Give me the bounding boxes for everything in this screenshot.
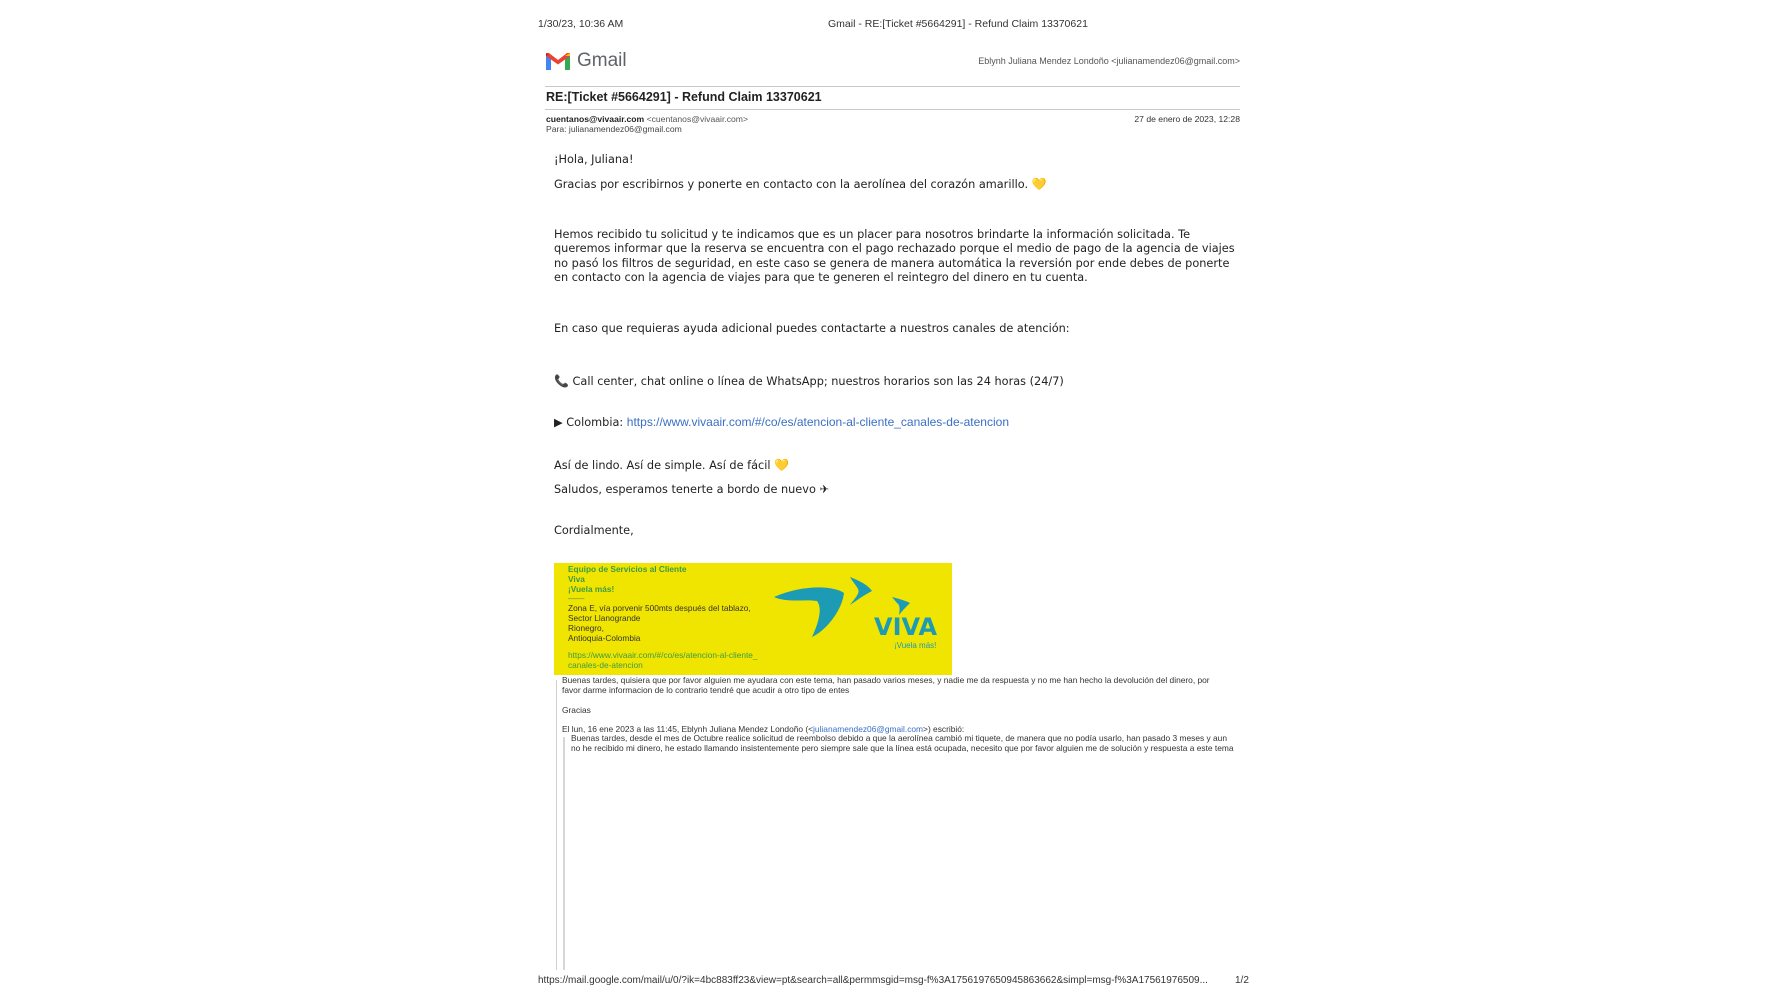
- call-center-line: [554, 374, 1064, 388]
- greeting: ¡Hola, Juliana!: [554, 153, 634, 166]
- black-right-pointing-triangle-icon: ▶: [554, 416, 563, 429]
- gmail-m-icon: [545, 51, 571, 71]
- quote-header-email[interactable]: julianamendez06@gmail.com: [813, 724, 924, 734]
- signature-tagline: ¡Vuela más!: [568, 583, 615, 594]
- quote-header-suffix: >) escribió:: [923, 724, 965, 734]
- email-subject: RE:[Ticket #5664291] - Refund Claim 13370621: [546, 90, 822, 104]
- slogan-line: [554, 458, 789, 472]
- farewell-line: [554, 483, 829, 496]
- reply-message: Buenas tardes, quisiera que por favor alguien me ayudara con este tema, han pasado varios meses, y nadie me da respuesta y no me han hecho la devolución del dinero, por favor darme informacion de lo contrario tendré que acudir a otro tipo de entes: [562, 675, 1210, 695]
- footer-url: https://mail.google.com/mail/u/0/?ik=4bc883ff23&view=pt&search=all&permmsgid=msg-f%3A1756197650945863662&simpl=msg-f%3A17561976509...: [538, 975, 1208, 986]
- call-center-text: Call center, chat online o línea de WhatsApp; nuestros horarios son las 24 horas (24/7): [572, 375, 1064, 388]
- quote-header-prefix: El lun, 16 ene 2023 a las 11:45, Eblynh Juliana Mendez Londoño (<: [562, 724, 814, 734]
- gmail-logo: [545, 50, 627, 72]
- yellow-heart-icon: 💛: [1031, 177, 1047, 191]
- signature-address-2: Sector Llanogrande: [568, 612, 641, 623]
- signature-address-4: Antioquia-Colombia: [568, 632, 641, 643]
- colombia-line: [554, 415, 1009, 429]
- print-date: 1/30/23, 10:36 AM: [538, 18, 624, 30]
- thread-border: [556, 680, 557, 970]
- closing: Cordialmente,: [554, 524, 634, 537]
- page-number: 1/2: [1235, 975, 1249, 986]
- signature-address-3: Rionegro,: [568, 622, 604, 633]
- farewell-text: Saludos, esperamos tenerte a bordo de nuevo: [554, 483, 816, 496]
- colombia-link[interactable]: https://www.vivaair.com/#/co/es/atencion-al-cliente_canales-de-atencion: [626, 415, 1009, 429]
- thanks-line: [554, 177, 1047, 191]
- thanks-text: Gracias por escribirnos y ponerte en contacto con la aerolínea del corazón amarillo.: [554, 178, 1029, 191]
- signature-address-1: Zona E, vía porvenir 500mts después del tablazo,: [568, 603, 751, 614]
- quoted-message: Buenas tardes, desde el mes de Octubre realice solicitud de reembolso debido a que la aerolínea cambió mi tiquete, de manera que no podía usarlo, han pasado 3 meses y aun no he recibido mi dinero, he estado llamando insistentemente pero siempre sale que la línea está ocupada, necesito que por favor alguien me de solución y respuesta a este tema: [571, 733, 1234, 753]
- signature-company: Viva: [568, 573, 585, 584]
- email-date: 27 de enero de 2023, 12:28: [1134, 114, 1240, 124]
- yellow-heart-icon: 💛: [774, 458, 790, 472]
- signature-separator: ——: [568, 593, 585, 604]
- reply-thanks: Gracias: [562, 705, 591, 715]
- email-sender: [546, 114, 748, 124]
- signature-url-2[interactable]: canales-de-atencion: [568, 660, 643, 671]
- gmail-logo-text: Gmail: [577, 50, 627, 71]
- colombia-label: Colombia:: [566, 416, 624, 429]
- signature-team: Equipo de Servicios al Cliente: [568, 564, 687, 574]
- quote-border: [563, 737, 565, 970]
- email-recipient: Para: julianamendez06@gmail.com: [546, 124, 682, 134]
- sender-address: <cuentanos@vivaair.com>: [646, 114, 748, 124]
- account-name: Eblynh Juliana Mendez Londoño <julianamendez06@gmail.com>: [978, 56, 1240, 66]
- main-paragraph: Hemos recibido tu solicitud y te indicamos que es un placer para nosotros brindarte la información solicitada. Te queremos informar que la reserva se encuentra con el pago rechazado porque el medio de pago de la agencia de viajes no pasó los filtros de seguridad, en este caso se genera de manera automática la reversión por ende debes de ponerte en contacto con la agencia de viajes para que te generen el reintegro del dinero en tu cuenta.: [554, 228, 1235, 285]
- slogan-text: Así de lindo. Así de simple. Así de fácil: [554, 459, 771, 472]
- viva-logo-text: VIVA: [874, 613, 938, 641]
- signature-url-1[interactable]: https://www.vivaair.com/#/co/es/atencion-al-cliente_: [568, 650, 758, 661]
- telephone-receiver-icon: 📞: [554, 374, 569, 388]
- airplane-icon: ✈: [819, 483, 829, 496]
- signature-banner: [554, 563, 952, 675]
- signature-text: [568, 565, 758, 671]
- viva-logo-icon: [772, 575, 942, 645]
- print-title: Gmail - RE:[Ticket #5664291] - Refund Claim 13370621: [828, 18, 1088, 30]
- divider: [545, 86, 1240, 87]
- divider: [545, 109, 1240, 110]
- help-intro: En caso que requieras ayuda adicional puedes contactarte a nuestros canales de atención:: [554, 322, 1070, 335]
- viva-logo-tagline: ¡Vuela más!: [894, 641, 937, 650]
- sender-name: cuentanos@vivaair.com: [546, 114, 645, 124]
